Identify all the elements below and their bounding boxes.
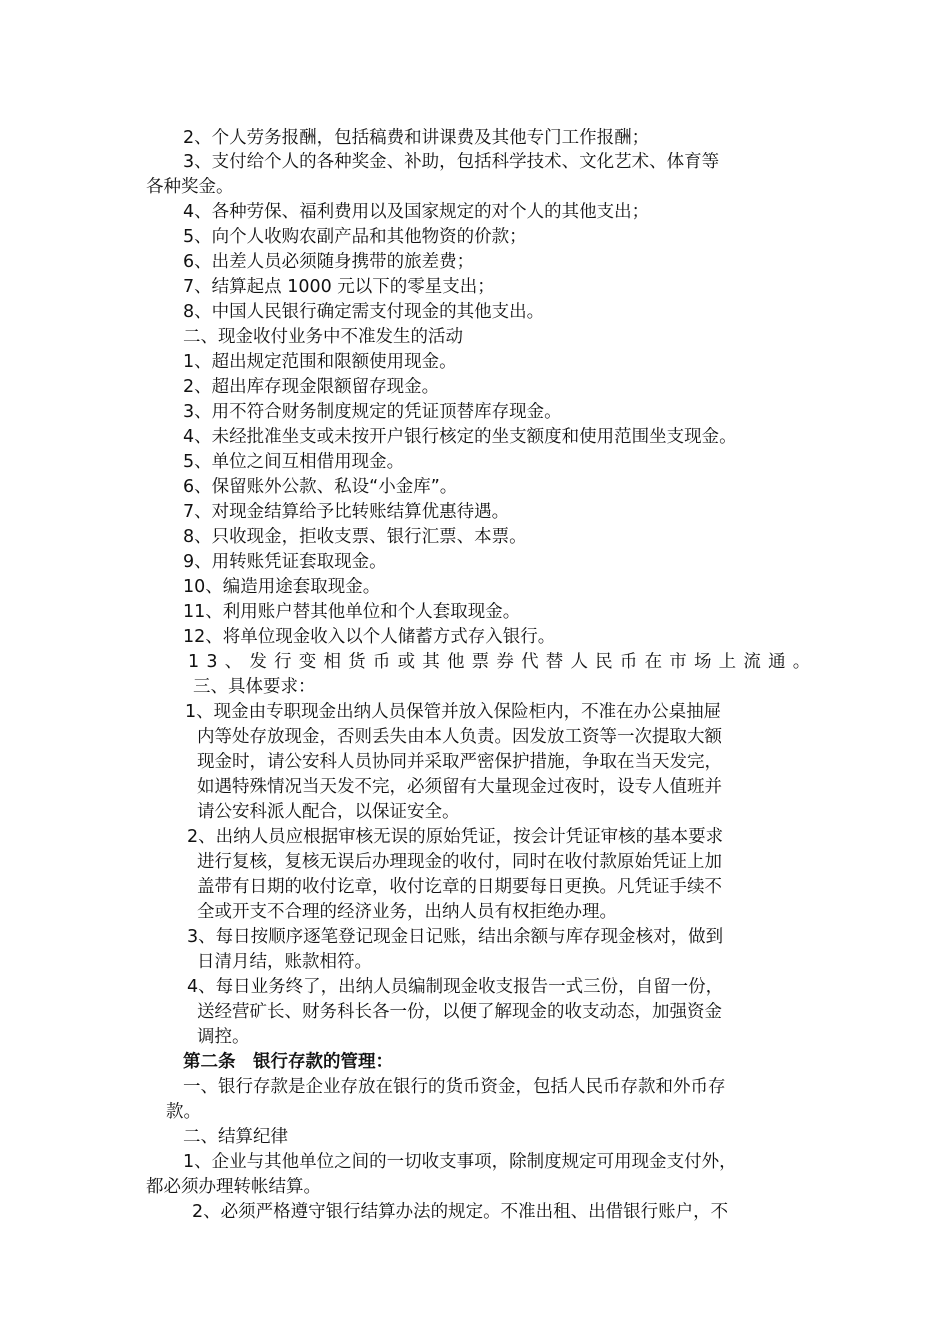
text-line: 盖带有日期的收付讫章，收付讫章的日期要每日更换。凡凭证手续不: [197, 877, 722, 897]
text-line: 现金时，请公安科人员协同并采取严密保护措施，争取在当天发完，: [197, 752, 722, 772]
text-line: 11、利用账户替其他单位和个人套取现金。: [183, 602, 521, 622]
text-line: 8、中国人民银行确定需支付现金的其他支出。: [183, 302, 545, 322]
text-line: 2、必须严格遵守银行结算办法的规定。不准出租、出借银行账户，不: [192, 1202, 729, 1222]
text-line: 调控。: [197, 1027, 250, 1047]
text-line: 如遇特殊情况当天发不完，必须留有大量现金过夜时，设专人值班并: [197, 777, 722, 797]
text-line: 3、支付给个人的各种奖金、补助，包括科学技术、文化艺术、体育等: [183, 152, 720, 172]
text-line: 4、未经批准坐支或未按开户银行核定的坐支额度和使用范围坐支现金。: [183, 427, 737, 447]
text-line: 7、结算起点 1000 元以下的零星支出；: [183, 277, 495, 297]
text-line: 3、用不符合财务制度规定的凭证顶替库存现金。: [183, 402, 562, 422]
text-line: 各种奖金。: [146, 177, 234, 197]
text-line: 5、单位之间互相借用现金。: [183, 452, 405, 472]
text-line: 6、保留账外公款、私设“小金库”。: [183, 477, 458, 497]
text-line: 2、个人劳务报酬，包括稿费和讲课费及其他专门工作报酬；: [183, 128, 650, 148]
text-line: 8、只收现金，拒收支票、银行汇票、本票。: [183, 527, 527, 547]
text-line: 12、将单位现金收入以个人储蓄方式存入银行。: [183, 627, 556, 647]
text-line: 1、超出规定范围和限额使用现金。: [183, 352, 457, 372]
text-line: 进行复核，复核无误后办理现金的收付，同时在收付款原始凭证上加: [197, 852, 722, 872]
text-line: 6、出差人员必须随身携带的旅差费；: [183, 252, 475, 272]
text-line: 9、用转账凭证套取现金。: [183, 552, 387, 572]
text-line: 5、向个人收购农副产品和其他物资的价款；: [183, 227, 527, 247]
text-line: 1、现金由专职现金出纳人员保管并放入保险柜内，不准在办公桌抽屉: [185, 702, 722, 722]
text-line: 款。: [166, 1102, 201, 1122]
text-line: 全或开支不合理的经济业务，出纳人员有权拒绝办理。: [197, 902, 617, 922]
text-line: 日清月结，账款相符。: [197, 952, 372, 972]
text-line: 一、银行存款是企业存放在银行的货币资金，包括人民币存款和外币存: [183, 1077, 726, 1097]
text-line: 10、编造用途套取现金。: [183, 577, 381, 597]
text-line: 内等处存放现金，否则丢失由本人负责。因发放工资等一次提取大额: [197, 727, 722, 747]
text-line: 请公安科派人配合，以保证安全。: [197, 802, 460, 822]
text-line: 2、出纳人员应根据审核无误的原始凭证，按会计凭证审核的基本要求: [187, 827, 724, 847]
text-line: 都必须办理转帐结算。: [146, 1177, 321, 1197]
section-heading: 二、结算纪律: [183, 1127, 288, 1147]
text-line: 送经营矿长、财务科长各一份，以便了解现金的收支动态，加强资金: [197, 1002, 722, 1022]
text-line: 7、对现金结算给予比转账结算优惠待遇。: [183, 502, 510, 522]
text-line: 3、每日按顺序逐笔登记现金日记账，结出余额与库存现金核对，做到: [187, 927, 724, 947]
section-heading: 二、现金收付业务中不准发生的活动: [183, 327, 463, 347]
text-line: 4、每日业务终了，出纳人员编制现金收支报告一式三份，自留一份，: [187, 977, 724, 997]
text-line: 13、发行变相货币或其他票券代替人民币在市场上流通。: [188, 652, 818, 672]
article-heading: 第二条 银行存款的管理：: [183, 1052, 393, 1072]
text-line: 4、各种劳保、福利费用以及国家规定的对个人的其他支出；: [183, 202, 650, 222]
text-line: 1、企业与其他单位之间的一切收支事项，除制度规定可用现金支付外，: [183, 1152, 737, 1172]
text-line: 2、超出库存现金限额留存现金。: [183, 377, 440, 397]
section-heading: 三、具体要求：: [193, 677, 316, 697]
